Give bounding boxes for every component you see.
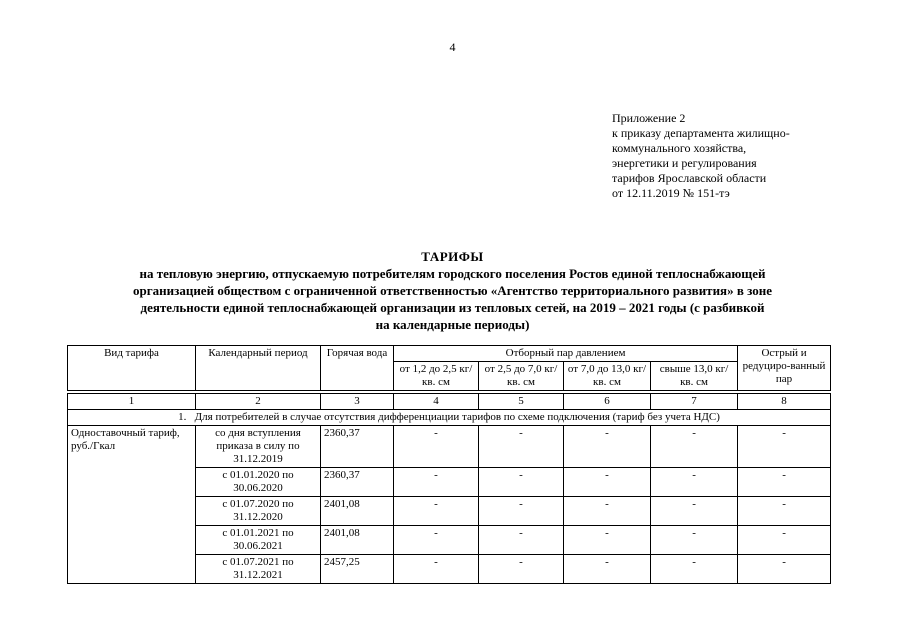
value-cell: - [564,526,651,555]
value-cell: - [394,497,479,526]
column-number: 2 [196,394,321,410]
hot-water-cell: 2360,37 [321,468,394,497]
value-cell: - [651,426,738,468]
header-steam-3: от 7,0 до 13,0 кг/кв. см [564,362,651,391]
tariff-table [67,345,831,584]
section-title: 1. Для потребителей в случае отсутствия дифференциации тарифов по схеме подключения (тариф без учета НДС) [68,410,831,426]
header-period: Календарный период [196,346,321,391]
value-cell: - [564,426,651,468]
period-cell: с 01.07.2021 по 31.12.2021 [196,555,321,584]
tariff-name-continuation [68,555,196,584]
title-main: ТАРИФЫ [421,249,484,264]
value-cell: - [564,497,651,526]
header-reduced-steam: Острый и редуциро-ванный пар [738,346,831,391]
value-cell: - [738,526,831,555]
period-cell: со дня вступления приказа в силу по 31.12.2019 [196,426,321,468]
column-number: 1 [68,394,196,410]
appendix-line: Приложение 2 [612,111,686,125]
value-cell: - [479,468,564,497]
value-cell: - [479,426,564,468]
title-line: на календарные периоды) [375,317,530,332]
table-row [68,555,831,584]
document-title [60,248,845,333]
section-row [68,410,831,426]
value-cell: - [394,468,479,497]
value-cell: - [479,526,564,555]
appendix-line: энергетики и регулирования [612,156,757,170]
column-number: 7 [651,394,738,410]
title-line: организацией обществом с ограниченной ответственностью «Агентство территориального развития» в зоне [132,283,773,298]
header-tariff-type: Вид тарифа [68,346,196,391]
appendix-line: к приказу департамента жилищно- [612,126,790,140]
value-cell: - [394,555,479,584]
period-cell: с 01.01.2020 по 30.06.2020 [196,468,321,497]
table-row [68,426,831,468]
hot-water-cell: 2360,37 [321,426,394,468]
value-cell: - [651,526,738,555]
title-line: на тепловую энергию, отпускаемую потребителям городского поселения Ростов единой теплоснабжающей [139,266,766,281]
value-cell: - [479,497,564,526]
appendix-line: коммунального хозяйства, [612,141,747,155]
header-steam-2: от 2,5 до 7,0 кг/кв. см [479,362,564,391]
period-cell: с 01.07.2020 по 31.12.2020 [196,497,321,526]
appendix-reference [612,111,872,201]
value-cell: - [394,426,479,468]
tariff-name: Одноставочный тариф, руб./Гкал [68,426,196,555]
header-steam-4: свыше 13,0 кг/кв. см [651,362,738,391]
period-cell: с 01.01.2021 по 30.06.2021 [196,526,321,555]
value-cell: - [564,468,651,497]
value-cell: - [651,555,738,584]
value-cell: - [738,555,831,584]
hot-water-cell: 2401,08 [321,497,394,526]
column-number: 3 [321,394,394,410]
value-cell: - [651,468,738,497]
header-steam-group: Отборный пар давлением [394,346,738,362]
value-cell: - [479,555,564,584]
column-number: 5 [479,394,564,410]
title-line: деятельности единой теплоснабжающей организации из тепловых сетей, на 2019 – 2021 годы (с разбивкой [140,300,765,315]
header-row [68,346,831,362]
value-cell: - [564,555,651,584]
value-cell: - [738,426,831,468]
column-number: 8 [738,394,831,410]
column-number: 4 [394,394,479,410]
value-cell: - [738,497,831,526]
hot-water-cell: 2401,08 [321,526,394,555]
hot-water-cell: 2457,25 [321,555,394,584]
header-steam-1: от 1,2 до 2,5 кг/кв. см [394,362,479,391]
page-number: 4 [449,40,456,54]
value-cell: - [738,468,831,497]
value-cell: - [651,497,738,526]
column-number: 6 [564,394,651,410]
column-number-row [68,394,831,410]
appendix-line: тарифов Ярославской области [612,171,767,185]
appendix-line: от 12.11.2019 № 151-тэ [612,186,730,200]
value-cell: - [394,526,479,555]
header-hot-water: Горячая вода [321,346,394,391]
